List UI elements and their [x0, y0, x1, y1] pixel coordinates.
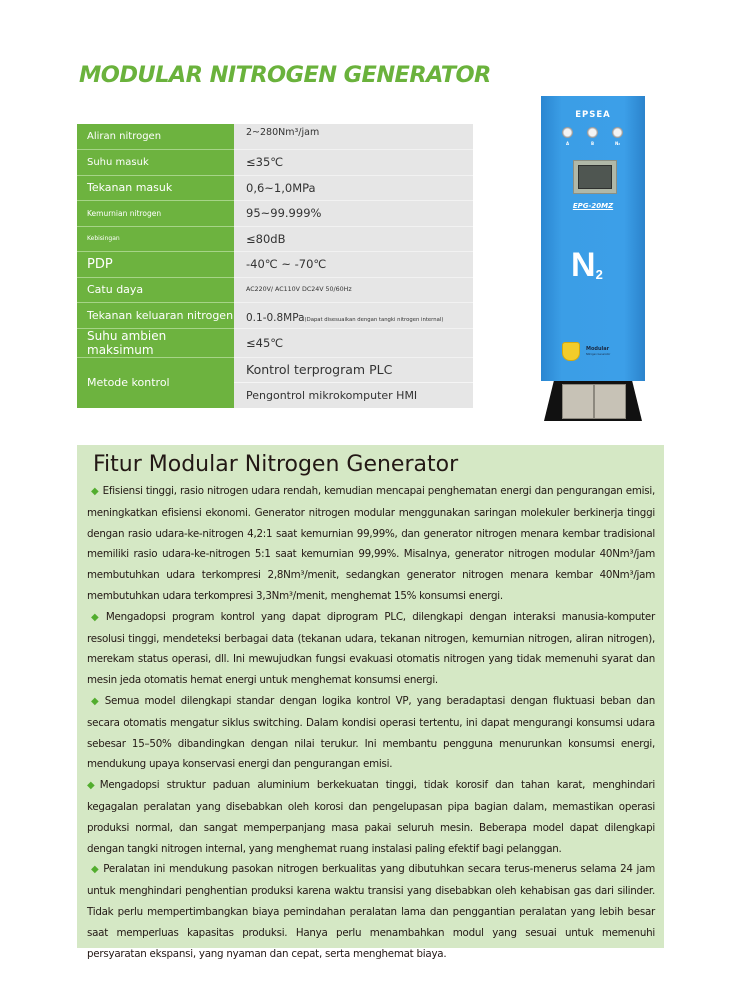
diamond-bullet-icon: ◆: [91, 864, 100, 876]
diamond-bullet-icon: ◆: [91, 695, 101, 707]
diamond-bullet-icon: ◆: [91, 611, 102, 623]
badge-title: Modular: [586, 346, 610, 352]
spec-value: 0,6~1,0MPa: [234, 175, 473, 201]
spec-row-control: [77, 357, 473, 383]
spec-value: ≤45℃: [234, 328, 473, 357]
feature-paragraph: [87, 691, 655, 775]
spec-value: ≤80dB: [234, 226, 473, 252]
feature-paragraph: [87, 481, 655, 607]
spec-row: [77, 124, 473, 150]
feature-paragraph: [87, 607, 655, 691]
pressure-gauge-icon: [562, 127, 573, 138]
spec-value-cell: [234, 303, 473, 329]
spec-value: 0.1-0.8MPa: [246, 311, 305, 324]
model-label: EPG-20MZ: [572, 202, 614, 210]
spec-label: Tekanan masuk: [77, 175, 234, 201]
spec-row: [77, 150, 473, 176]
generator-cabinet: [541, 96, 645, 381]
valve-module: [562, 384, 594, 419]
spec-note: (Dapat disesuaikan dengan tangki nitrogen internal): [304, 316, 444, 323]
spec-value: AC220V/ AC110V DC24V 50/60Hz: [234, 277, 473, 303]
features-body: [87, 481, 655, 964]
n2-subscript: 2: [595, 267, 603, 282]
product-image: [541, 96, 645, 421]
feature-text: Mengadopsi struktur paduan aluminium berkekuatan tinggi, tidak korosif dan tahan karat, menghindari kegagalan peralatan yang disebabkan oleh korosi dan pengelupasan pipa bagian dalam, memastikan operasi produksi normal, dan sangat memperpanjang masa pakai seluruh mesin. Beberapa model dapat dilengkapi dengan tangki nitrogen internal, yang menghemat ruang instalasi paling efektif bagi pelanggan.: [87, 779, 655, 855]
feature-paragraph: [87, 859, 655, 964]
diamond-bullet-icon: ◆: [87, 780, 99, 792]
spec-value: Kontrol terprogram PLC: [234, 357, 473, 383]
feature-text: Mengadopsi program kontrol yang dapat diprogram PLC, dilengkapi dengan interaksi manusia-komputer resolusi tinggi, mendeteksi berbagai data (tekanan udara, tekanan nitrogen, kemurnian nitrogen, aliran nitrogen), merekam status operasi, dll. Ini mewujudkan fungsi evakuasi otomatis nitrogen yang tidak memenuhi syarat dan mesin jeda otomatis hemat energi untuk menghemat konsumsi energi.: [87, 610, 655, 687]
gauge-label: N₂: [614, 141, 621, 146]
spec-label: Suhu masuk: [77, 150, 234, 176]
spec-row: [77, 328, 473, 357]
brand-logo: EPSEA: [575, 110, 611, 120]
hmi-screen: [578, 165, 612, 189]
spec-table: [77, 124, 473, 408]
feature-text: Efisiensi tinggi, rasio nitrogen udara rendah, kemudian mencapai penghematan energi dan pengurangan emisi, meningkatkan efisiensi ekonomi. Generator nitrogen modular menggunakan saringan molekuler berkinerja tinggi dengan rasio udara-ke-nitrogen 4,2:1 saat kemurnian 99,99%, dan generator nitrogen menara kembar tradisional memiliki rasio udara-ke-nitrogen 5:1 saat kemurnian 99,99%. Misalnya, generator nitrogen modular 40Nm³/jam membutuhkan udara terkompresi 2,8Nm³/menit, sedangkan generator nitrogen menara kembar 40Nm³/jam membutuhkan udara terkompresi 3,3Nm³/menit, menghemat 15% konsumsi energi.: [87, 485, 655, 602]
spec-row: [77, 252, 473, 278]
page-title: MODULAR NITROGEN GENERATOR: [79, 62, 491, 88]
spec-value: ≤35℃: [234, 150, 473, 176]
diamond-bullet-icon: ◆: [91, 486, 99, 497]
spec-label: Suhu ambien maksimum: [77, 328, 234, 357]
gauge-label: B: [590, 141, 595, 146]
pressure-gauge-icon: [612, 127, 623, 138]
spec-row: [77, 277, 473, 303]
feature-text: Peralatan ini mendukung pasokan nitrogen berkualitas yang dibutuhkan secara terus-menerus selama 24 jam untuk menghindari penghentian produksi karena waktu transisi yang disebabkan oleh kehabisan gas dari silinder. Tidak perlu mempertimbangkan biaya pemindahan peralatan lama dan penggantian peralatan yang lebih besar saat memperluas kapasitas produksi. Hanya perlu menambahkan modul yang sesuai untuk memenuhi persyaratan ekspansi, yang nyaman dan cepat, serta menghemat biaya.: [87, 863, 655, 960]
n2-letter: N: [571, 246, 596, 284]
spec-value: -40℃ ~ -70℃: [234, 252, 473, 278]
badge-subtitle: Nitrogen Generator: [586, 353, 611, 356]
spec-label: Kemurnian nitrogen: [77, 201, 234, 227]
spec-row: [77, 175, 473, 201]
feature-text: Semua model dilengkapi standar dengan logika kontrol VP, yang beradaptasi dengan fluktuasi beban dan secara otomatis mengatur siklus switching. Dalam kondisi operasi tertentu, ini dapat mengurangi konsumsi udara sebesar 15–50% dibandingkan dengan nilai terukur. Ini membantu pengguna menurunkan konsumsi energi, mendukung upaya konservasi energi dan pengurangan emisi.: [87, 694, 655, 771]
pressure-gauge-icon: [587, 127, 598, 138]
spec-row: [77, 201, 473, 227]
spec-label: Metode kontrol: [77, 357, 234, 408]
spec-label: PDP: [77, 252, 234, 278]
generator-base: [544, 381, 642, 421]
features-panel: [77, 445, 664, 960]
spec-label: Tekanan keluaran nitrogen: [77, 303, 234, 329]
spec-label: Kebisingan: [77, 226, 234, 252]
hmi-display: [573, 160, 617, 194]
spec-value: 95~99.999%: [234, 201, 473, 227]
spec-label: Aliran nitrogen: [77, 124, 234, 150]
spec-value: Pengontrol mikrokomputer HMI: [234, 383, 473, 409]
feature-paragraph: [87, 775, 655, 859]
valve-module: [594, 384, 626, 419]
gauge-label: A: [565, 141, 570, 146]
shield-badge-icon: [562, 342, 580, 361]
spec-row: [77, 226, 473, 252]
spec-label: Catu daya: [77, 277, 234, 303]
spec-row: [77, 303, 473, 329]
n2-symbol: [571, 246, 603, 285]
features-title: Fitur Modular Nitrogen Generator: [93, 452, 459, 477]
spec-value: 2~280Nm³/jam: [234, 124, 473, 150]
